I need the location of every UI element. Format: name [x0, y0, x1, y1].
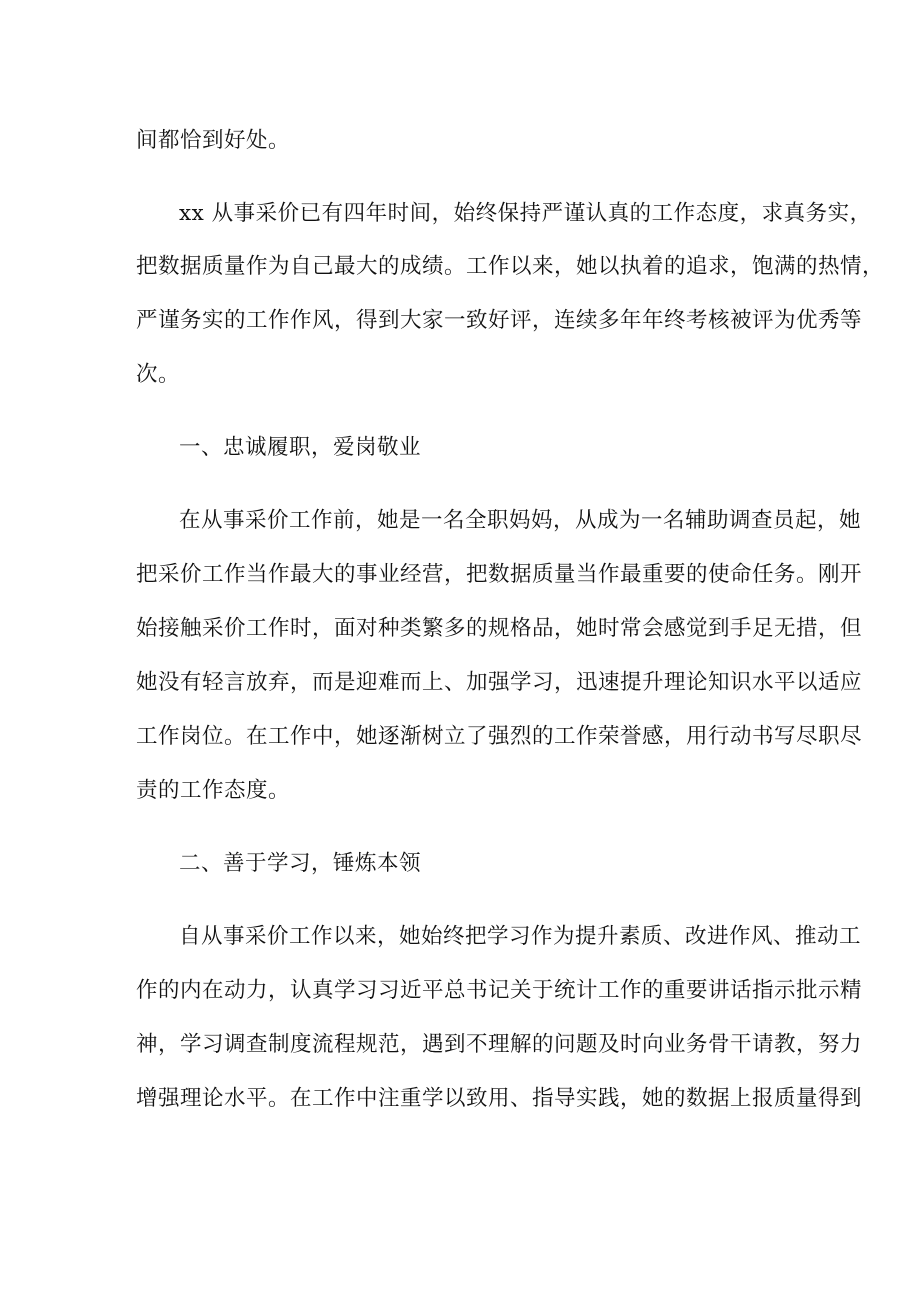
paragraph-line: 作的内在动力，认真学习习近平总书记关于统计工作的重要讲话指示批示精 — [136, 978, 863, 1003]
paragraph-line: 把数据质量作为自己最大的成绩。工作以来，她以执着的追求，饱满的热情， — [136, 254, 885, 279]
paragraph-line: 自从事采价工作以来，她始终把学习作为提升素质、改进作风、推动工 — [179, 924, 862, 949]
paragraph-line: xx 从事采价已有四年时间，始终保持严谨认真的工作态度，求真务实， — [179, 201, 872, 226]
paragraph-line: 增强理论水平。在工作中注重学以致用、指导实践，她的数据上报质量得到 — [136, 1086, 863, 1111]
paragraph-line: 把采价工作当作最大的事业经营，把数据质量当作最重要的使命任务。刚开 — [136, 562, 863, 587]
paragraph-line: 在从事采价工作前，她是一名全职妈妈，从成为一名辅助调查员起，她 — [179, 508, 862, 533]
paragraph-line: 严谨务实的工作作风，得到大家一致好评，连续多年年终考核被评为优秀等 — [136, 308, 863, 333]
paragraph-line: 次。 — [136, 362, 181, 387]
paragraph-line: 神，学习调查制度流程规范，遇到不理解的问题及时向业务骨干请教，努力 — [136, 1032, 863, 1057]
paragraph-line: 间都恰到好处。 — [136, 128, 291, 153]
paragraph-line: 始接触采价工作时，面对种类繁多的规格品，她时常会感觉到手足无措，但 — [136, 616, 863, 641]
section-heading: 一、忠诚履职，爱岗敬业 — [179, 435, 422, 460]
paragraph-line: 工作岗位。在工作中，她逐渐树立了强烈的工作荣誉感，用行动书写尽职尽 — [136, 724, 863, 749]
section-heading: 二、善于学习，锤炼本领 — [179, 851, 422, 876]
paragraph-line: 责的工作态度。 — [136, 778, 291, 803]
paragraph-line: 她没有轻言放弃，而是迎难而上、加强学习，迅速提升理论知识水平以适应 — [136, 670, 863, 695]
